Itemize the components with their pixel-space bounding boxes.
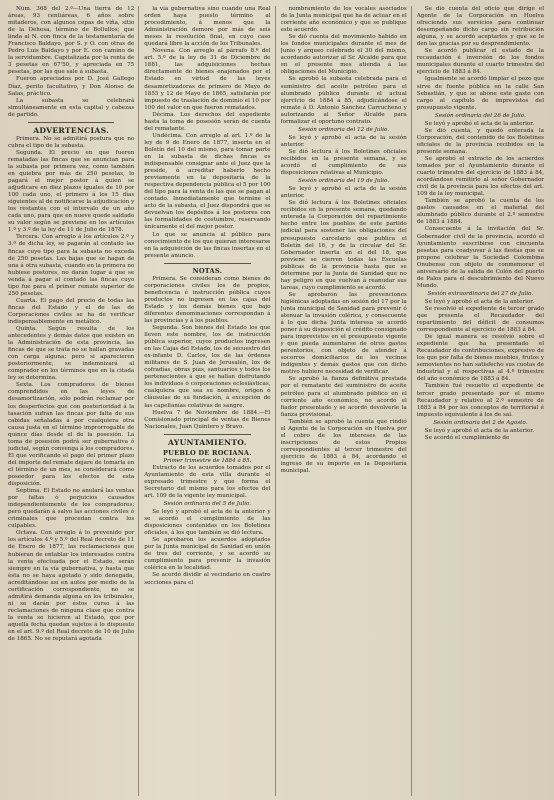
column-3 [281,6,412,796]
paragraph: Fueron apreciados por D. José Gallego Díaz, perito facultativo, y Don Alonso de Salas, práctico. [8,76,135,97]
paragraph: Séptima. El Estado no anulará las ventas por faltas ó perjuicios causados independientemente de los compradores; pero quedarán á salvo las acciones civiles ó criminales que procedan contra los culpables. [8,488,135,530]
paragraph: Se aprobó el extracto de los acuerdos tomados por el Ayuntamiento durante el cuarto trimestre del ejercicio de 1883 á 84, acordándose remitirlo al señor Gobernador civil de la provincia para los efectos del art. 109 de la ley municipal. [416,155,544,198]
paragraph: Igualmente se acordó limpiar el pozo que sirve de fuente pública en la calle San Sebastián, y que se abone este gasto con cargo al capítulo de imprevistos del presupuesto vigente. [416,76,544,111]
paragraph: Se leyó y aprobó el acta de la sesión anterior. [280,134,407,148]
column-1 [8,6,139,796]
paragraph: Núm. 368 del 2.º—Una tierra de 12 áreas, 93 centiáreas, 6 años sobre mitaderos, con algunos cepas de viña, sitio de la Dehesa, término de Bollullos; que linda al N. con finca de la testamentaría de Francisco Baldayo, por S. y O. con otras de Pedro Luis Baldayo y por E. con camino de la servidumbre. Capitalizada por la renta de 3 pesetas en 67'50, y apreciada en 75 pesetas, por las que sale á subasta. [8,6,135,76]
paragraph: Sexta. Los compradores de bienes comprendidos en las leyes de desamortización, sólo podrán reclamar por los desperfectos que con posterioridad á la tasación sufran las fincas por falta de sus cabidas señaladas á por cualquiera otra causa justa en el término improrrogable de quince días desde el de la posesión. La toma de posesión podrá ser gubernativa ó judicial, según convenga á los compradores. El que verificando el pago del primer plazo del importe del remate dejare de tomarla en el término de un mes, se considerará como poseedor para los efectos de esta disposición. [8,382,135,488]
paragraph: Se acordó publicar el estado de la recaudación é inversión de los fondos municipales durante el cuarto trimestre del ejercicio de 1883 á 84. [416,48,544,76]
paragraph: Se leyó y aprobó el acta de la anterior y se acordó el cumplimiento de las disposiciones contenidas en los Boletines oficiales, á los que también se dió lectura. [144,509,271,537]
paragraph: Segunda. Son bienes del Estado los que lleven este nombre, los de instrucción pública superior, cuyos productos ingresen en las Cajas del Estado, los de secuestro del ex-infante D. Carlos, los de las órdenes militares de S. Juan de Jerusalén, los de cofradías, obras pías, santuarios y todos los pertenecientes á que se hallan disfrutando los individuos ó corporaciones eclesiásticas, cualquiera que sea su nombre, origen ó cláusulas de su fundación, á excepción de las capellanías colativas de sangre. [144,325,271,409]
paragraph: La subasta se celebrará simultáneamente en esta capital y cabezas de partido. [8,97,135,118]
paragraph: De igual manera se resolvió sobre el expediente que ha presentado el Recaudador de contribuciones, expresivo de los que por falta de bienes muebles, frutos y semovientes no han satisfecho sus cuotas de industrial y al respectivas al 4.º trimestre del año económico de 1883 á 84. [416,334,544,383]
paragraph: Se dió lectura á los Boletines oficiales recibidos en la presente semana, quedando enterada la Corporación del repartimiento hecho entre los pueblos de este partido judicial para sostener las obligaciones del presupuesto carcelario que publica el Boletín del 16, y de la circular del Sr. Gobernador inserta en el del 18, que previene se cierren todas las Escuelas públicas de la provincia hasta que se determine por la Junta de Sanidad que no hay peligro en que vuelvan á reanudar sus tareas, cuyo cumplimiento se acordó. [280,200,407,291]
paragraph: Se leyó y aprobó el acta de la anterior. [424,120,535,127]
paragraph: Novena. Con arreglo al párrafo 8.º del art. 5.º de la ley de 31 de Diciembre de 1881, las adquisiciones hechas directamente de bienes enajenados por el Estado en virtud de las leyes desamortizadoras de primero de Mayo de 1855 y 12 de Mayo de 1865, satisfarán por impuesto de traslación de dominio el 10 por 100 del valor en que fueron rematados. [144,48,271,111]
paragraph: Se aprobaron las prevenciones higiénicas adoptadas en sesión del 17 por la Junta municipal de Sanidad para prevenir ó atenuar la invasión colérica, y consecuente á lo que dicha Junta interesa se acordó poner á su disposición el crédito consignado para imprevistos en el presupuesto vigente y que pueda aumentarse de otros gastos perentorios, con objeto de atender á socorros domiciliarios de los vecinos indigentes y demás gastos que con dicho motivo hubiere necesidad de verificar. [280,291,407,376]
paragraph: Se leyó y aprobó el acta de la sesión anterior. [280,186,407,200]
paragraph: nombramiento de los vocales asociados de la Junta municipal que ha de actuar en el corriente año económico y que se publique este acuerdo. [280,6,407,34]
paragraph: Segunda. El precio en que fueren rematadas las fincas que se anuncian para la subasta por primera vez, como también en quiebra por más de 250 pesetas, lo pagará el mejor postor á quien se adjudicare en diez plazos iguales de 10 por 100 cada uno, el primero á los 15 días siguientes al de notificarse la adjudicación y los restantes con el intervalo de un año cada uno, para que en nueve quede saldado su valor según se previene en los artículos 1.º y 3.º de la ley de 11 de Julio de 1878. [8,149,135,234]
paragraph: Undécima. Con arreglo al art. 1.º de la ley de 9 de Enero de 1877, inserta en el Boletín del 10 del mismo, para tomar parte en la subasta de dichas fincas es indispensable consignar ante el Juez que la preside, ó acreditar haberlo hecho previamente en la depositaría de la respectiva dependencia pública el 5 por 100 del tipo para la venta de las que se pagan al contado. Inmediatamente que termine el acto de la subasta, el Juez dispondrá que se devuelvan los depósitos á los postores con las formalidades de costumbre, reservando únicamente el del mejor postor. [144,132,271,231]
paragraph: También se aprobó la cuenta que rindió el Agente de la Corporación en Huelva por el cobro de los intereses de las inscripciones de estos Propios correspondientes al tercer trimestre del ejercicio de 1883 á 84, acordando el ingreso de su importe en la Depositaría municipal. [280,418,407,475]
paragraph: Primera. No se admitirá postura que no cubra el tipo de la subasta. [8,135,135,149]
paragraph: Quinta. Según resulta de los antecedentes y demás datos que existen en la Administración de esta provincia, las fincas de que se trata no se hallan gravadas con carga alguna; pero si aparecieren posteriormente, se indemnizará al comprador en los términos que en la citada ley se determina. [8,326,135,382]
session-heading: Sesión ordinaria del 26 de Julio. [434,112,526,119]
paragraph: Consecuente á la invitación del Sr. Gobernador civil de la provincia, acordó el Ayuntamiento suscribirse con cincuenta pesetas para coadyuvar á las fiestas que se propone celebrar la Sociedad Colombina Onubense con objeto de conmemorar el aniversario de la salida de Colón del puerto de Palos para el descubrimiento del Nuevo Mundo. [416,226,544,289]
column-2 [144,6,275,796]
paragraph: También se aprobó la cuenta de los gastos causados en el material del alumbrado público durante el 2.º semestre de 1883 á 1884. [416,198,544,226]
paragraph: Se aprobaron los acuerdos adoptados por la Junta municipal de Sanidad en unión de tres del corriente, y se acordó su cumplimiento para prevenir la invasión colérica en la localidad. [144,537,271,572]
paragraph: Se leyó y aprobó el acta de la anterior. [424,298,535,305]
paragraph: También fué resuelto el expediente de tercer grado presentado por el mismo Recaudador y relativo al 2.º semestre de 1883 á 84 por los conceptos de territorial é impuesto equivalente á los de sal. [416,383,544,418]
paragraph: Se dió cuenta del movimiento habido en los fondos municipales durante el mes de Junio y arqueo celebrado el 30 del mismo, acordando autorizar al Sr. Alcalde para que en el presente mes atienda á las obligaciones del Municipio. [280,34,407,76]
paragraph: Se dió cuenta, y quedó enterada la Corporación, del contenido de los Boletines oficiales de la provincia recibidos en la presente semana. [416,127,544,155]
paragraph: Tercera. Con arreglo á los artículos 2.º y 3.º de dicha ley, se pagarán al contado las fincas cuyo tipo para la subasta no exceda de 250 pesetas. Las bajas que se hagan de una á otra subasta, cuando en la primera no hubiese postores, no darán lugar á que se venda á pagar al contado las fincas cuyo tipo fue para el primer remate superior de 250 pesetas. [8,234,135,297]
paragraph: Primera. Se consideran como bienes de corporaciones civiles los de propios, beneficencia é instrucción pública cuyos productos no ingresen en las cajas del Estado y los demás bienes que bajo diferentes denominaciones correspondan á las provincias y á los pueblos. [144,275,271,324]
paragraph: Se resolvió el expediente de tercer grado que presenta el Recaudador del repartimiento del déficit de consumos correspondiente al ejercicio de 1883 á 84. [416,305,544,334]
subtitle: Primer trimestre de 1884 á 85. [163,457,252,464]
paragraph: la vía gubernativa sino cuando una Real orden haya puesto término al procedimiento, á menos que la Administración demore por más de seis meses la resolución final, en cuyo caso quedará libre la acción de los Tribunales. [144,6,271,48]
paragraph: Se acordó el cumplimiento de [424,434,510,441]
section-heading: AYUNTAMIENTO. [168,437,247,447]
paragraph: Se leyó y aprobó el acta de la anterior. [424,427,535,434]
paragraph: Se aprobó la fianza definitiva prestada por el rematante del suministro de aceite petróleo para el alumbrado público en el corriente año económico, no acordó el fiador presentado y se acordó devolverle la fianza provisional. [280,376,407,418]
paragraph: Lo que se anuncia al público para conocimiento de los que quieran interesarse en la adquisición de las fincas insertas en el presente anuncio. [144,231,271,259]
divider [28,122,114,123]
section-heading: ADVERTENCIAS. [33,125,110,135]
subsection-heading: NOTAS. [192,266,223,275]
paragraph: Extracto de los acuerdos tomados por el Ayuntamiento de esta villa durante el expresado trimestre y que forma el Secretario del mismo para los efectos del art. 109 de la vigente ley municipal. [144,464,271,499]
session-heading: Sesión ordinaria del 12 de Julio. [298,126,390,133]
divider [164,434,250,435]
divider [164,263,250,264]
subsection-heading: PUEBLO DE ROCIANA. [163,448,252,457]
session-heading: Sesión ordinaria del 2 de Agosto. [433,419,528,426]
session-heading: Sesión ordinaria del 19 de Julio. [298,178,390,185]
column-4 [417,6,548,796]
session-heading: Sesión extraordinaria del 27 de Julio. [427,290,534,297]
paragraph: Se aprobó la subasta celebrada para el suministro del aceite petróleo para el alumbrado público durante el actual ejercicio de 1884 á 85, adjudicándose el remate á D. Antonio Sánchez Carrucheno y autorizando al Señor Alcalde para formalizar el oportuno contrato. [280,76,407,125]
paragraph: Cuarta. El pago del precio de todas las fincas del Estado y el de las de Corporaciones civiles se ha de verificar indispensablemente en metálico. [8,297,135,325]
paragraph: Se dió lectura á los Boletines oficiales recibidos en la presente semana, y se acordó el cumplimiento de sus disposiciones relativas al Municipio. [280,148,407,177]
paragraph: Se dió cuenta del oficio que dirige el Agente de la Corporación en Huelva ofreciendo sus servicios para continuar desempeñando dicho cargo sin retribución alguna, y se acordó aceptarlos y que se le den las gracias por su desprendimiento. [416,6,544,48]
paragraph: Décima. Los derechos del expediente hasta la toma de posesión serán de cuenta del rematante. [144,111,271,132]
paragraph: Octava. Con arreglo á lo prevenido por los artículos 4.º y 5.º del Real decreto de 11 de Enero de 1877, las reclamaciones que hubieran de entablar los interesados contra la venta efectuada por el Estado, serán siempre en la vía gubernativa, y hasta que ésta no se haya agotado y sido denegada, acreditándose así en autos por medio de la certificación correspondiente, no se admitirá demanda alguna en los tribunales, ni se darán por éstos curso á las reclamaciones de ninguna clase que contra la venta se hicieren al Estado, que por aquella fecha quedan sujetos á lo dispuesto en el art. 9.º del Real decreto de 10 de Julio de 1865. No se reputará agotada [8,530,135,643]
paragraph: Huelva 7 de Noviembre de 1884.—El Comisionado principal de ventas de Bienes Nacionales, Juan Quintero y Bravo. [144,409,271,430]
paragraph: Se acordó dividir al vecindario en cuatro secciones para el [144,572,271,586]
session-heading: Sesión ordinaria del 5 de Julio. [163,501,252,507]
